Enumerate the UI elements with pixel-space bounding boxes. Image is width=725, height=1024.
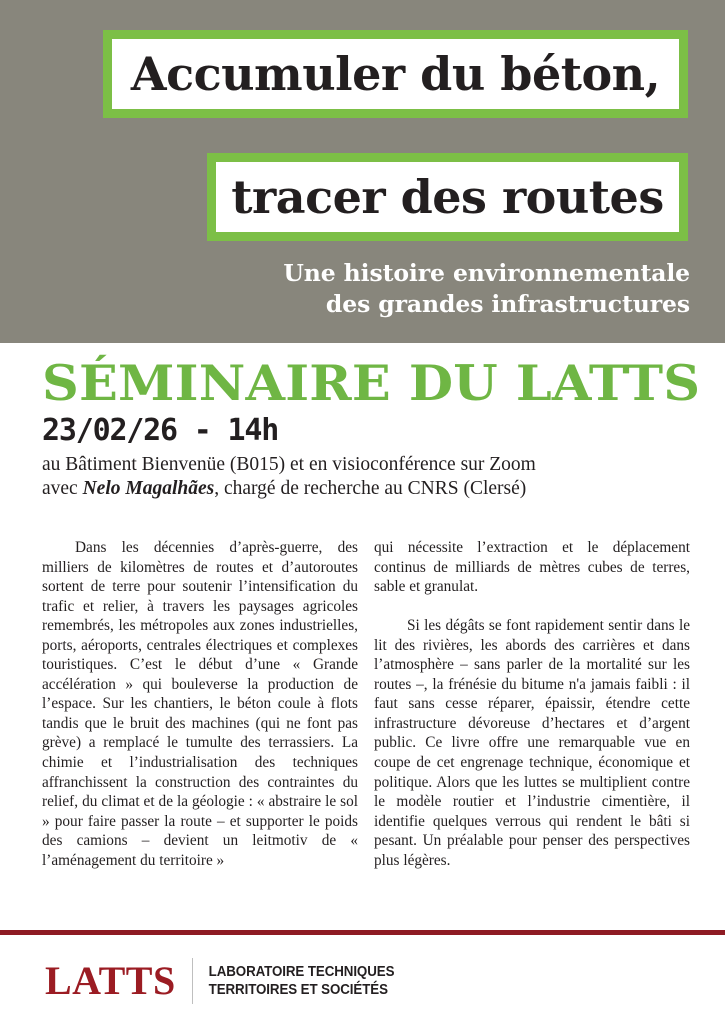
- event-info-block: [42, 354, 701, 501]
- poster-title-line-2: tracer des routes: [231, 170, 664, 224]
- poster-subtitle: [0, 258, 690, 320]
- body-column-left: [42, 538, 358, 870]
- header-band: [0, 0, 725, 343]
- body-text-columns: [42, 538, 690, 870]
- footer-divider-rule: [0, 930, 725, 935]
- title-box-line-1: [103, 30, 688, 118]
- event-venue: au Bâtiment Bienvenüe (B015) et en visioconférence sur Zoom: [42, 454, 536, 475]
- body-paragraph: Si les dégâts se font rapidement sentir dans le lit des rivières, les abords des carrières et dans l’atmosphère – sans parler de la mortalité sur les routes –, la frénésie du bitume n'a jamais faibli : il faut sans cesse réparer, épaissir, étendre cette infrastructure dévoreuse d’hectares et d’argent public. Ce livre offre une remarquable vue en coupe de cet engrenage technique, économique et politique. Alors que les luttes se multiplient contre le modèle routier et l’industrie cimentière, il identifie quelques verrous qui rendent le bâti si pesant. Un préalable pour penser des perspectives plus légères.: [374, 617, 690, 869]
- latts-logo-subtitle-line-1: LABORATOIRE TECHNIQUES: [208, 964, 395, 980]
- title-box-inner-line-2: [216, 162, 679, 232]
- seminar-title: SÉMINAIRE DU LATTS: [42, 354, 701, 412]
- event-speaker-prefix: avec: [42, 478, 83, 499]
- latts-logo: [45, 955, 412, 1007]
- body-column-right: [374, 538, 690, 870]
- event-speaker: [42, 477, 690, 501]
- event-date: 23/02/26 - 14h: [42, 413, 279, 448]
- event-speaker-suffix: , chargé de recherche au CNRS (Clersé): [214, 478, 527, 499]
- body-paragraph: qui nécessite l’extraction et le déplacement continus de milliards de mètres cubes de terres, sable et granulat.: [374, 539, 690, 596]
- latts-logo-subtitle-line-2: TERRITOIRES ET SOCIÉTÉS: [208, 982, 388, 998]
- title-box-inner-line-1: [112, 39, 679, 109]
- poster-subtitle-line-2: des grandes infrastructures: [325, 290, 690, 318]
- latts-logo-wordmark: LATTS: [45, 958, 176, 1003]
- poster-subtitle-line-1: Une histoire environnementale: [283, 259, 690, 287]
- title-box-line-2: [207, 153, 688, 241]
- latts-logo-subtitle: [193, 963, 394, 999]
- body-paragraph: Dans les décennies d’après-guerre, des milliers de kilomètres de routes et d’autoroutes sortent de terre pour soutenir l’intensification du trafic et relier, à travers les paysages agricoles remembrés, les métropoles aux zones industrielles, ports, aéroports, centrales électriques et complexes touristiques. C’est le début d’une « Grande accélération » qui bouleverse la production de l’espace. Sur les chantiers, le béton coule à flots tandis que le bruit des machines (qui ne font pas grève) a remplacé le tumulte des terrassiers. La chimie et l’industrialisation des techniques affranchissent la construction des contraintes du relief, du climat et de la géologie : « abstraire le sol » pour faire passer la route – et supporter le poids des camions – devient un leitmotiv de « l’aménagement du territoire »: [42, 539, 358, 869]
- poster-title-line-1: Accumuler du béton,: [130, 47, 661, 101]
- event-speaker-name: Nelo Magalhães: [82, 478, 215, 499]
